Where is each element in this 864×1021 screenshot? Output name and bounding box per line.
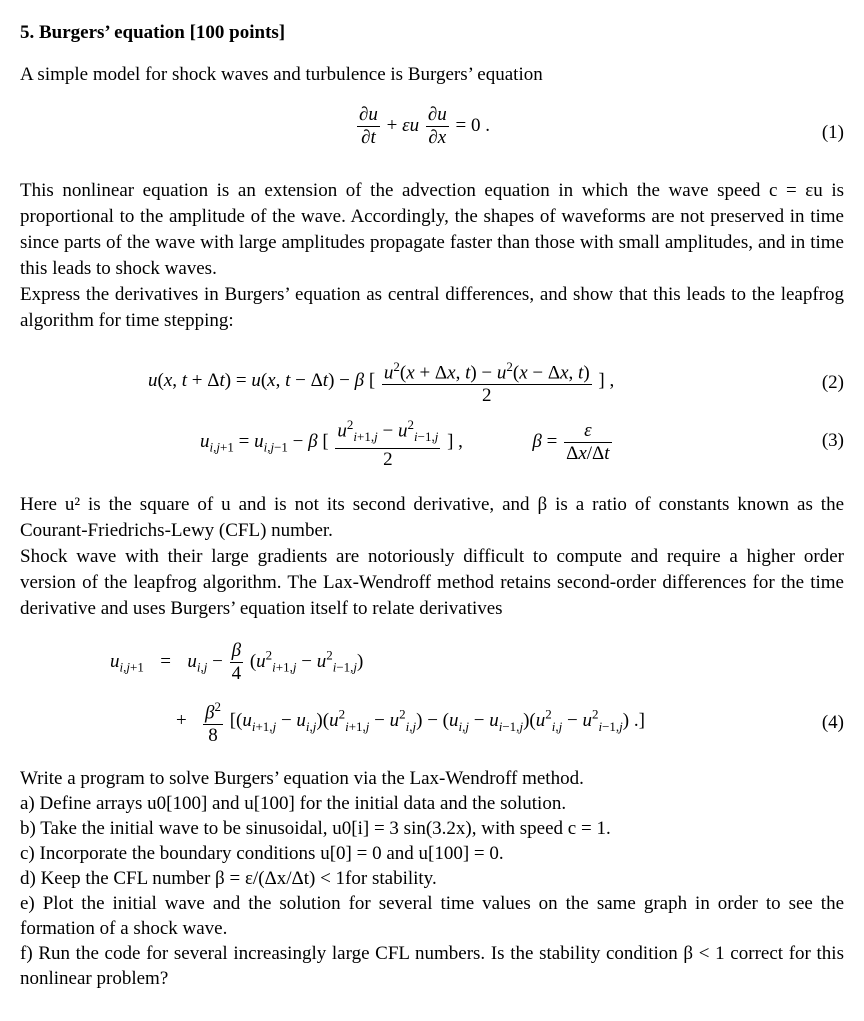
- equation-4-line-1: $u_{i,j+1} = u_{i,j}$ − $\frac{\beta}{4}$ $(u^2_{i+1,j} - u^2_{i-1,j})$: [110, 640, 364, 684]
- equation-4-number: (4): [821, 712, 844, 733]
- equation-3-number: (3): [821, 430, 844, 451]
- paragraph-cfl: Here u² is the square of u and is not its second derivative, and β is a ratio of constants known as the Courant-Friedrichs-Lewy (CFL) number.: [20, 494, 844, 541]
- task-b: b) Take the initial wave to be sinusoidal, u0[i] = 3 sin(3.2x), with speed c = 1.: [20, 818, 611, 839]
- section-title: 5. Burgers’ equation [100 points]: [20, 22, 286, 43]
- equation-2-number: (2): [821, 372, 844, 393]
- task-d: d) Keep the CFL number β = ε/(Δx/Δt) < 1for stability.: [20, 868, 437, 889]
- equation-2: u(x, t + Δt) = u(x, t − Δt) − β [ $\frac{u^2(x + \Delta x, t) - u^2(x - \Delta x, t)}{2}$ ] ,: [148, 356, 614, 407]
- task-a: a) Define arrays u0[100] and u[100] for the initial data and the solution.: [20, 793, 567, 814]
- equation-4-line-2: + $\frac{\beta^2}{8}$ [$(u_{i+1,j} - u_{i,j})(u^2_{i+1,j} - u^2_{i,j}) - (u_{i,j} - u_{i-1,j})(u^2_{i,j} - u^2_{i-1,j})$ .]: [176, 696, 645, 747]
- equation-1-number: (1): [821, 122, 844, 143]
- task-e: e) Plot the initial wave and the solution for several time values on the same graph in order to see the formation of a shock wave.: [20, 893, 844, 939]
- task-f: f) Run the code for several increasingly large CFL numbers. Is the stability condition β < 1 correct for this nonlinear problem?: [20, 943, 844, 989]
- equation-3: $u_{i,j+1} = u_{i,j-1} - \beta$ [ $\frac{u^2_{i+1,j} - u^2_{i-1,j}}{2}$ ] , β = $\frac{\varepsilon}{\Delta x/\Delta t}$: [200, 414, 614, 471]
- equation-1: $\frac{\partial u}{\partial t}$ + εu $\frac{\partial u}{\partial x}$ = 0 .: [359, 104, 490, 148]
- task-list: [20, 766, 844, 991]
- paragraph-nonlinear: This nonlinear equation is an extension of the advection equation in which the wave speed c = εu is proportional to the amplitude of the wave. Accordingly, the shapes of waveforms are not preserved in time since parts of the wave with large amplitudes propagate faster than those with small amplitudes, and in time this leads to shock waves.: [20, 180, 844, 279]
- intro-text: A simple model for shock waves and turbulence is Burgers’ equation: [20, 64, 543, 85]
- paragraph-lax-wendroff: Shock wave with their large gradients are notoriously difficult to compute and require a higher order version of the leapfrog algorithm. The Lax-Wendroff method retains second-order differences for the time derivative and uses Burgers’ equation itself to relate derivatives: [20, 546, 844, 619]
- task-c: c) Incorporate the boundary conditions u[0] = 0 and u[100] = 0.: [20, 843, 504, 864]
- paragraph-central-differences: Express the derivatives in Burgers’ equation as central differences, and show that this leads to the leapfrog algorithm for time stepping:: [20, 284, 844, 331]
- task-intro: Write a program to solve Burgers’ equation via the Lax-Wendroff method.: [20, 768, 584, 789]
